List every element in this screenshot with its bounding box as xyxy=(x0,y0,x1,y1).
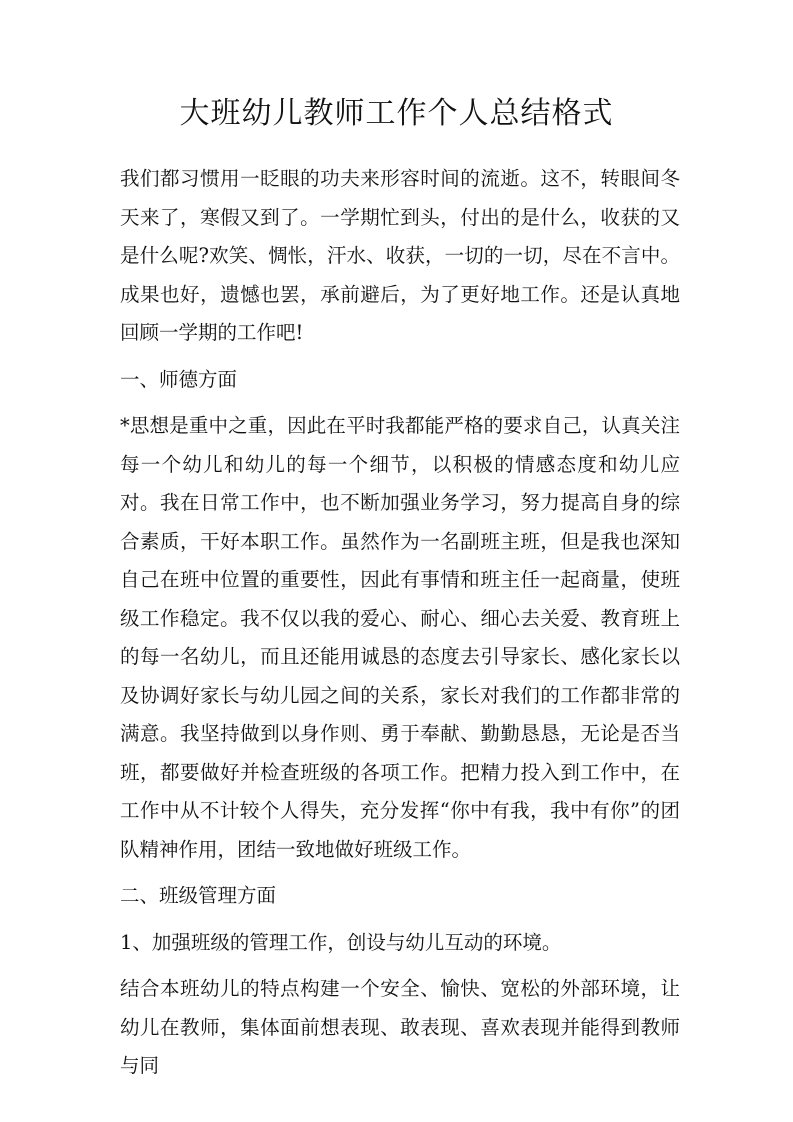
environment-paragraph: 结合本班幼儿的特点构建一个安全、愉快、宽松的外部环境，让幼儿在教师，集体面前想表现、敢表现、喜欢表现并能得到教师与同 xyxy=(120,977,680,1077)
section-heading-class-management: 二、班级管理方面 xyxy=(120,884,277,907)
section-heading-ethics: 一、师德方面 xyxy=(120,367,238,391)
document-title: 大班幼儿教师工作个人总结格式 xyxy=(179,96,614,131)
intro-paragraph: 我们都习惯用一眨眼的功夫来形容时间的流逝。这不，转眼间冬天来了，寒假又到了。一学期忙到头，付出的是什么，收获的又是什么呢?欢笑、惆怅，汗水、收获，一切的一切，尽在不言中。成果也好，遗憾也罢，承前避后，为了更好地工作。还是认真地回顾一学期的工作吧! xyxy=(120,167,680,344)
subsection-heading-1: 1、加强班级的管理工作，创设与幼儿互动的环境。 xyxy=(120,930,562,954)
document-body xyxy=(120,160,680,1094)
ethics-paragraph: *思想是重中之重，因此在平时我都能严格的要求自己，认真关注每一个幼儿和幼儿的每一个细节，以积极的情感态度和幼儿应对。我在日常工作中，也不断加强业务学习，努力提高自身的综合素质，干好本职工作。虽然作为一名副班主班，但是我也深知自己在班中位置的重要性，因此有事情和班主任一起商量，使班级工作稳定。我不仅以我的爱心、耐心、细心去关爱、教育班上的每一名幼儿，而且还能用诚恳的态度去引导家长、感化家长以及协调好家长与幼儿园之间的关系，家长对我们的工作都非常的满意。我坚持做到以身作则、勇于奉献、勤勤恳恳，无论是否当班，都要做好并检查班级的各项工作。把精力投入到工作中，在工作中从不计较个人得失，充分发挥“你中有我，我中有你”的团队精神作用，团结一致地做好班级工作。 xyxy=(120,414,680,861)
